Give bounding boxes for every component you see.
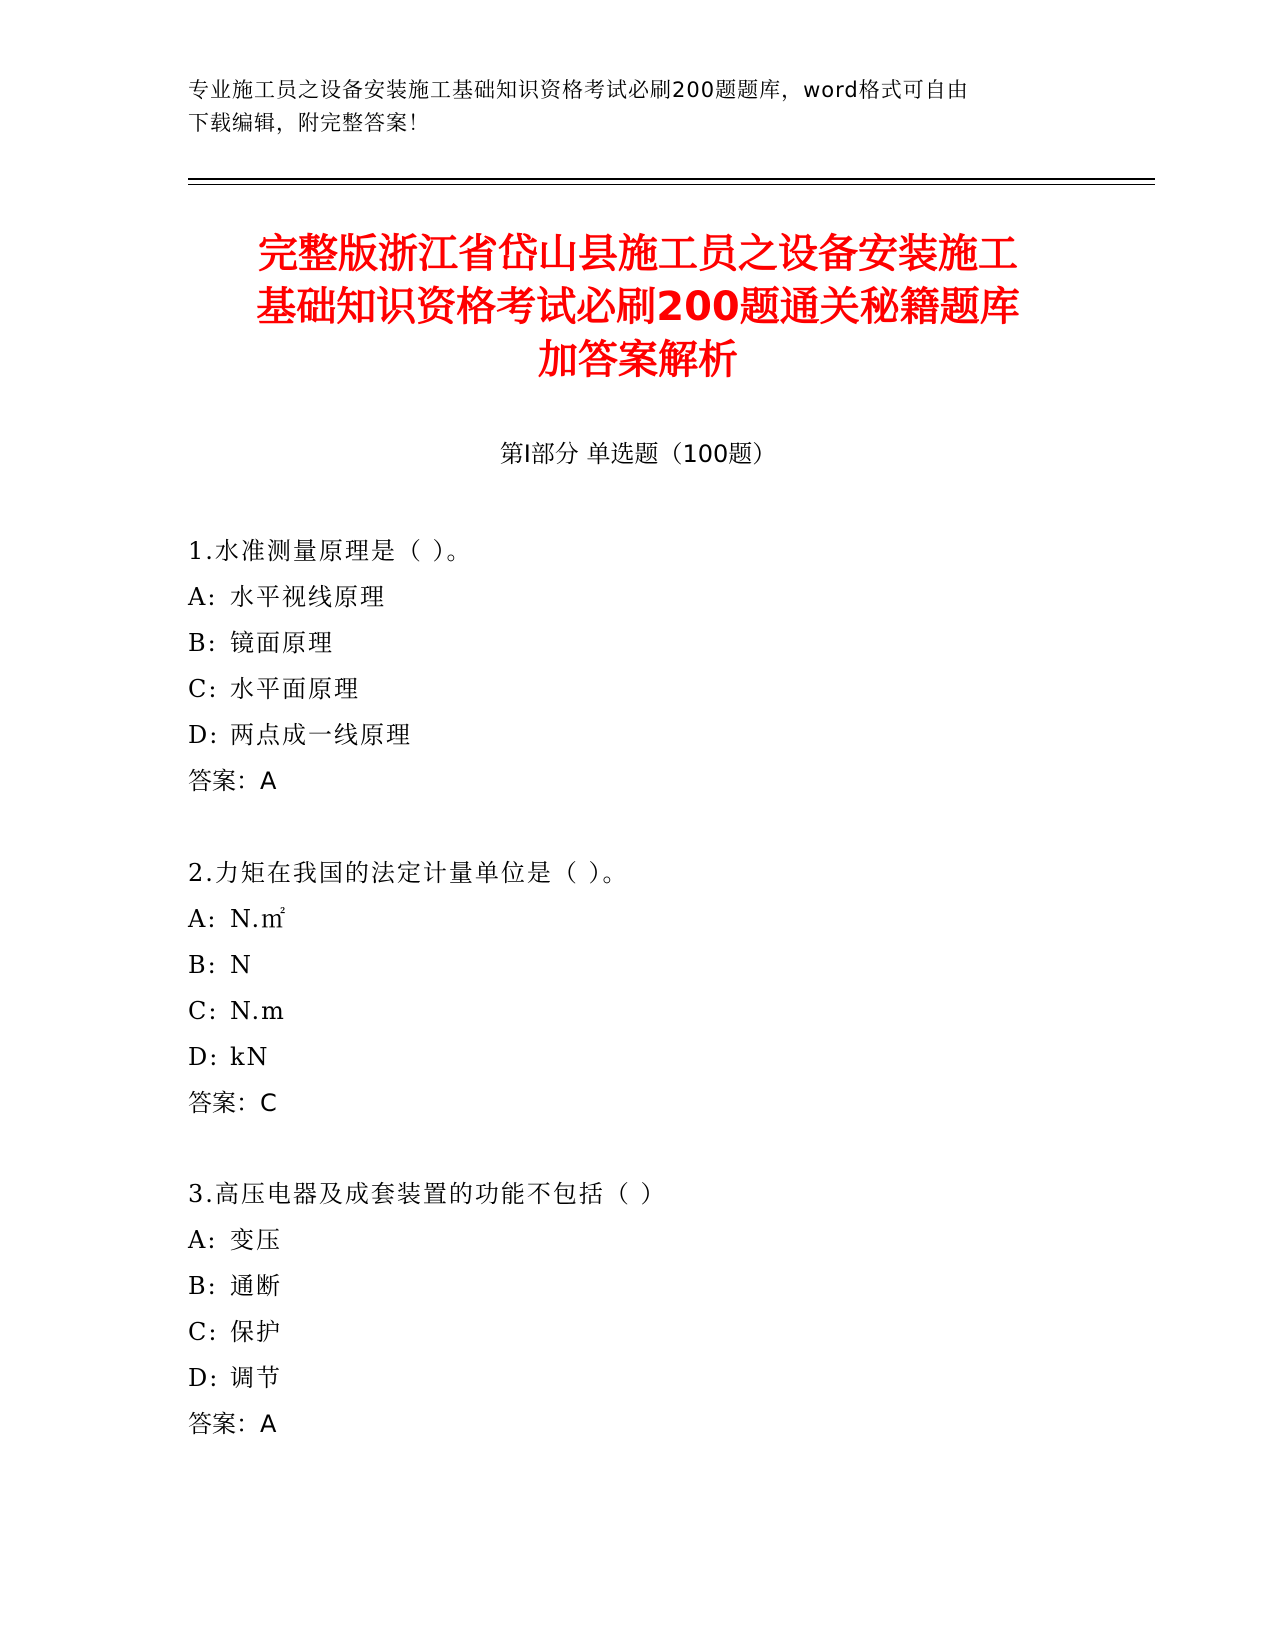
header-note [188,74,1068,140]
option-label: B: [188,629,218,657]
option-text: N.m [230,997,286,1025]
answer: 答案：C [188,1089,277,1117]
option-c [188,666,1088,712]
question-stem: 3.高压电器及成套装置的功能不包括（ ） [188,1180,667,1208]
question-2 [188,850,1088,1126]
option-d [188,1034,1088,1080]
question-3 [188,1171,1088,1447]
question-stem: 2.力矩在我国的法定计量单位是（ ）。 [188,859,629,887]
option-label: B: [188,1272,218,1300]
option-text: 镜面原理 [230,629,334,657]
option-label: C: [188,675,219,703]
option-b [188,620,1088,666]
option-a [188,896,1088,942]
option-b [188,1263,1088,1309]
option-text: kN [230,1043,270,1071]
option-c [188,1309,1088,1355]
option-label: C: [188,1318,219,1346]
option-text: 通断 [230,1272,282,1300]
header-note-line-2: 下载编辑，附完整答案！ [188,111,430,135]
header-note-line-1: 专业施工员之设备安装施工基础知识资格考试必刷200题题库，word格式可自由 [188,78,969,102]
option-label: B: [188,951,218,979]
option-label: D: [188,721,220,749]
option-label: C: [188,997,219,1025]
document-title-line-3: 加答案解析 [538,337,738,383]
option-d [188,712,1088,758]
document-title-line-2: 基础知识资格考试必刷200题通关秘籍题库 [256,284,1020,330]
option-text: 水平面原理 [230,675,360,703]
option-label: A: [188,905,218,933]
option-text: 水平视线原理 [230,583,386,611]
question-stem: 1.水准测量原理是（ ）。 [188,537,473,565]
header-divider-thin [188,184,1155,185]
answer: 答案：A [188,767,277,795]
option-label: A: [188,583,218,611]
document-title-line-1: 完整版浙江省岱山县施工员之设备安装施工 [258,231,1018,277]
option-a [188,1217,1088,1263]
answer: 答案：A [188,1410,277,1438]
option-label: D: [188,1043,220,1071]
option-label: D: [188,1364,220,1392]
option-text: 变压 [230,1226,282,1254]
option-label: A: [188,1226,218,1254]
option-text: 调节 [230,1364,282,1392]
option-b [188,942,1088,988]
document-title [188,228,1088,387]
option-text: N [230,951,253,979]
question-1 [188,528,1088,804]
option-a [188,574,1088,620]
option-c [188,988,1088,1034]
option-text: 保护 [230,1318,282,1346]
option-text: N.㎡ [230,905,288,933]
header-divider-thick [188,178,1155,180]
option-text: 两点成一线原理 [230,721,412,749]
option-d [188,1355,1088,1401]
section-heading: 第Ⅰ部分 单选题（100题） [499,440,777,468]
